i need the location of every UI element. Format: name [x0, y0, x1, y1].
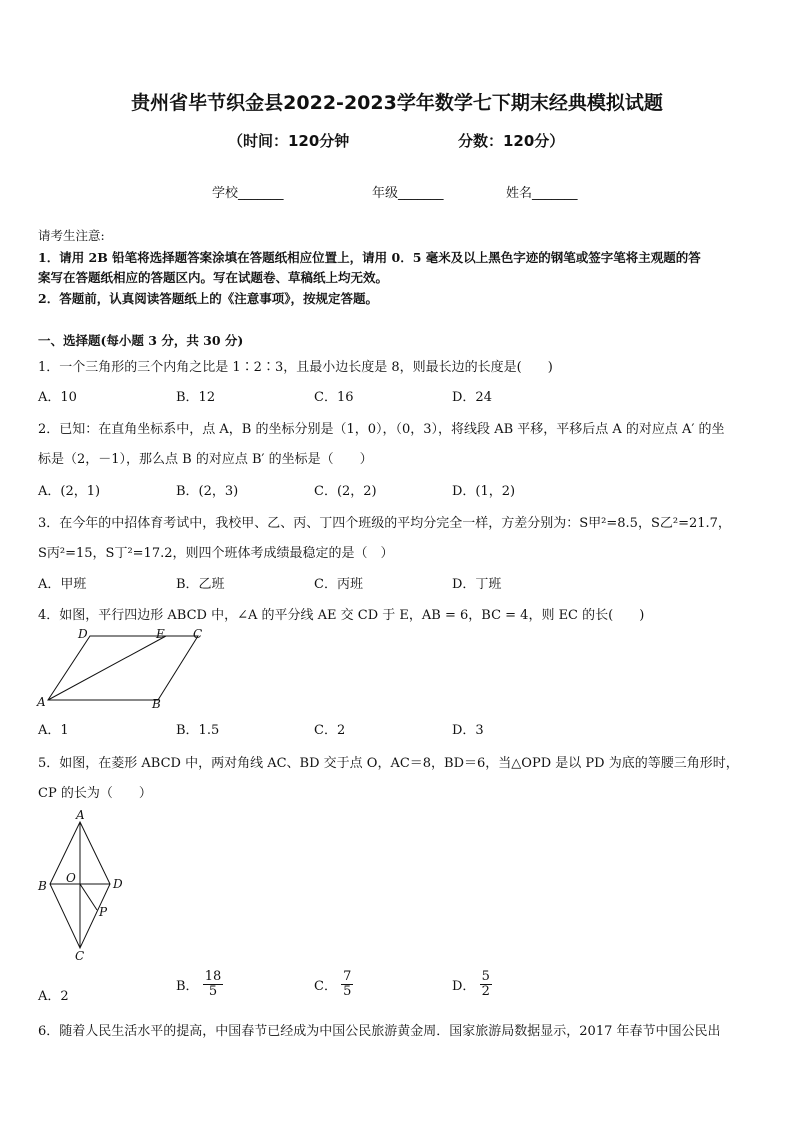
- label-b: B: [38, 879, 47, 893]
- q1-option-c: C．16: [314, 390, 354, 405]
- exam-title: 贵州省毕节织金县2022-2023学年数学七下期末经典模拟试题: [131, 92, 663, 114]
- question-6: 6．随着人民生活水平的提高，中国春节已经成为中国公民旅游黄金周．国家旅游局数据显示，2017 年春节中国公民出: [38, 1024, 721, 1039]
- q5-option-c-denominator: 5: [343, 984, 352, 999]
- question-1: 1．一个三角形的三个内角之比是 1∶2∶3，且最小边长度是 8，则最长边的长度是( ): [38, 360, 553, 375]
- q5-option-b-prefix: B．: [176, 979, 199, 994]
- question-2-line-2: 标是（2，－1），那么点 B 的对应点 B′ 的坐标是（ ）: [38, 452, 373, 467]
- q5-option-d-fraction: [480, 970, 492, 999]
- q5-option-d-prefix: D．: [452, 979, 476, 994]
- question-3-line-1: 3．在今年的中招体育考试中，我校甲、乙、丙、丁四个班级的平均分完全一样，方差分别为：S甲²=8.5，S乙²=21.7，: [38, 516, 731, 531]
- q5-option-c-numerator: 7: [343, 969, 352, 984]
- q4-option-c: C．2: [314, 723, 346, 738]
- section-heading: 一、选择题(每小题 3 分，共 30 分): [38, 333, 244, 348]
- label-c: C: [75, 949, 85, 963]
- q4-option-a: A．1: [38, 723, 69, 738]
- q1-option-d: D．24: [452, 390, 492, 405]
- name-field: 姓名_______: [506, 186, 578, 201]
- label-e: E: [156, 627, 165, 641]
- q5-option-d-denominator: 2: [481, 984, 490, 999]
- q5-option-c: [314, 970, 353, 999]
- q2-option-b: B．(2，3): [176, 484, 239, 499]
- question-5-line-2: CP 的长为（ ）: [38, 786, 152, 801]
- label-d: D: [113, 877, 123, 891]
- segment-op: [80, 884, 97, 910]
- notice-heading: 请考生注意:: [38, 228, 105, 243]
- q2-option-a: A．(2，1): [38, 484, 101, 499]
- question-5-line-1: 5．如图，在菱形 ABCD 中，两对角线 AC、BD 交于点 O，AC＝8，BD＝6，当△OPD 是以 PD 为底的等腰三角形时，: [38, 756, 739, 771]
- label-o: O: [66, 871, 76, 885]
- q1-option-b: B．12: [176, 390, 216, 405]
- notice-line-2: 2．答题前，认真阅读答题纸上的《注意事项》，按规定答题。: [38, 291, 378, 306]
- q1-option-a: A．10: [38, 390, 77, 405]
- label-a: A: [37, 695, 46, 709]
- parallelogram-figure: [30, 624, 220, 714]
- q5-option-b-numerator: 18: [204, 969, 222, 984]
- q5-option-b-fraction: [203, 970, 224, 999]
- q5-option-a: A．2: [38, 989, 69, 1004]
- q3-option-b: B．乙班: [176, 577, 225, 592]
- exam-score: 分数：120分）: [458, 132, 565, 150]
- notice-line-1: 1．请用 2B 铅笔将选择题答案涂填在答题纸相应位置上，请用 0．5 毫米及以上黑色字迹的钢笔或签字笔将主观题的答: [38, 250, 701, 265]
- label-a: A: [76, 808, 85, 822]
- parallelogram-abcd: [48, 636, 198, 700]
- q3-option-c: C．丙班: [314, 577, 363, 592]
- segment-ae: [48, 636, 166, 700]
- label-b: B: [152, 697, 161, 711]
- q5-option-d-numerator: 5: [481, 969, 490, 984]
- question-3-line-2: S丙²=15，S丁²=17.2，则四个班体考成绩最稳定的是（ ）: [38, 546, 394, 561]
- notice-line-1b: 案写在答题纸相应的答题区内。写在试题卷、草稿纸上均无效。: [38, 270, 389, 285]
- grade-field: 年级_______: [372, 186, 444, 201]
- label-p: P: [99, 905, 108, 919]
- question-4: 4．如图，平行四边形 ABCD 中，∠A 的平分线 AE 交 CD 于 E，AB = 6，BC = 4，则 EC 的长( ): [38, 608, 645, 623]
- q3-option-d: D．丁班: [452, 577, 502, 592]
- q5-option-c-fraction: [341, 970, 353, 999]
- exam-time: （时间：120分钟: [228, 132, 350, 150]
- label-c: C: [193, 627, 203, 641]
- q2-option-c: C．(2，2): [314, 484, 377, 499]
- q5-option-d: [452, 970, 492, 999]
- q5-option-c-prefix: C．: [314, 979, 337, 994]
- q5-option-b: [176, 970, 223, 999]
- q2-option-d: D．(1，2): [452, 484, 516, 499]
- rhombus-figure: [30, 806, 140, 966]
- question-2-line-1: 2．已知：在直角坐标系中，点 A，B 的坐标分别是（1，0），（0，3），将线段 AB 平移，平移后点 A 的对应点 A′ 的坐: [38, 422, 725, 437]
- q5-option-b-denominator: 5: [208, 984, 218, 999]
- q4-option-b: B．1.5: [176, 723, 220, 738]
- label-d: D: [78, 627, 88, 641]
- q4-option-d: D．3: [452, 723, 484, 738]
- q3-option-a: A．甲班: [38, 577, 87, 592]
- school-field: 学校_______: [212, 186, 284, 201]
